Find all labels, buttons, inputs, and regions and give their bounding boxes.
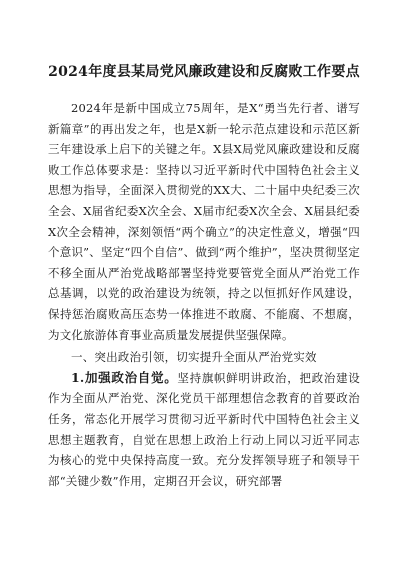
item-body-1: 坚持旗帜鲜明讲政治，把政治建设作为全面从严治党、深化党员干部理想信念教育的首要政治任务，常态化开展学习贯彻习近平新时代中国特色社会主义思想主题教育，自觉在思想上政治上行动上同以习近平同志为核心的党中央保持高度一致。充分发挥领导班子和领导干部“关键少数”作用，定期召开会议，研究部署 — [48, 370, 360, 488]
section-heading-1: 一、突出政治引领，切实提升全面从严治党实效 — [71, 350, 317, 365]
document-title: 2024年度县某局党风廉政建设和反腐败工作要点 — [48, 64, 360, 80]
item-heading-1: 1.加强政治自觉。 — [71, 369, 178, 385]
intro-paragraph: 2024年是新中国成立75周年，是X“勇当先行者、谱写新篇章”的再出发之年，也是X新一轮示范点建设和示范区新三年建设承上启下的关键之年。X县X局党风廉政建设和反腐败工作总体要求是：坚持以习近平新时代中国特色社会主义思想为指导，全面深入贯彻党的XX大、二十届中央纪委三次全会、X届省纪委X次全会、X届市纪委X次全会、X届县纪委X次全会精神，深刻领悟“两个确立”的决定性意义，增强“四个意识”、坚定“四个自信”、做到“两个维护”，坚决贯彻坚定不移全面从严治党战略部署坚持党要管党全面从严治党工作总基调，以党的政治建设为统领，持之以恒抓好作风建设，保持惩治腐败高压态势一体推进不敢腐、不能腐、不想腐，为文化旅游体育事业高质量发展提供坚强保障。 — [48, 101, 360, 342]
item-paragraph-1 — [48, 368, 360, 492]
